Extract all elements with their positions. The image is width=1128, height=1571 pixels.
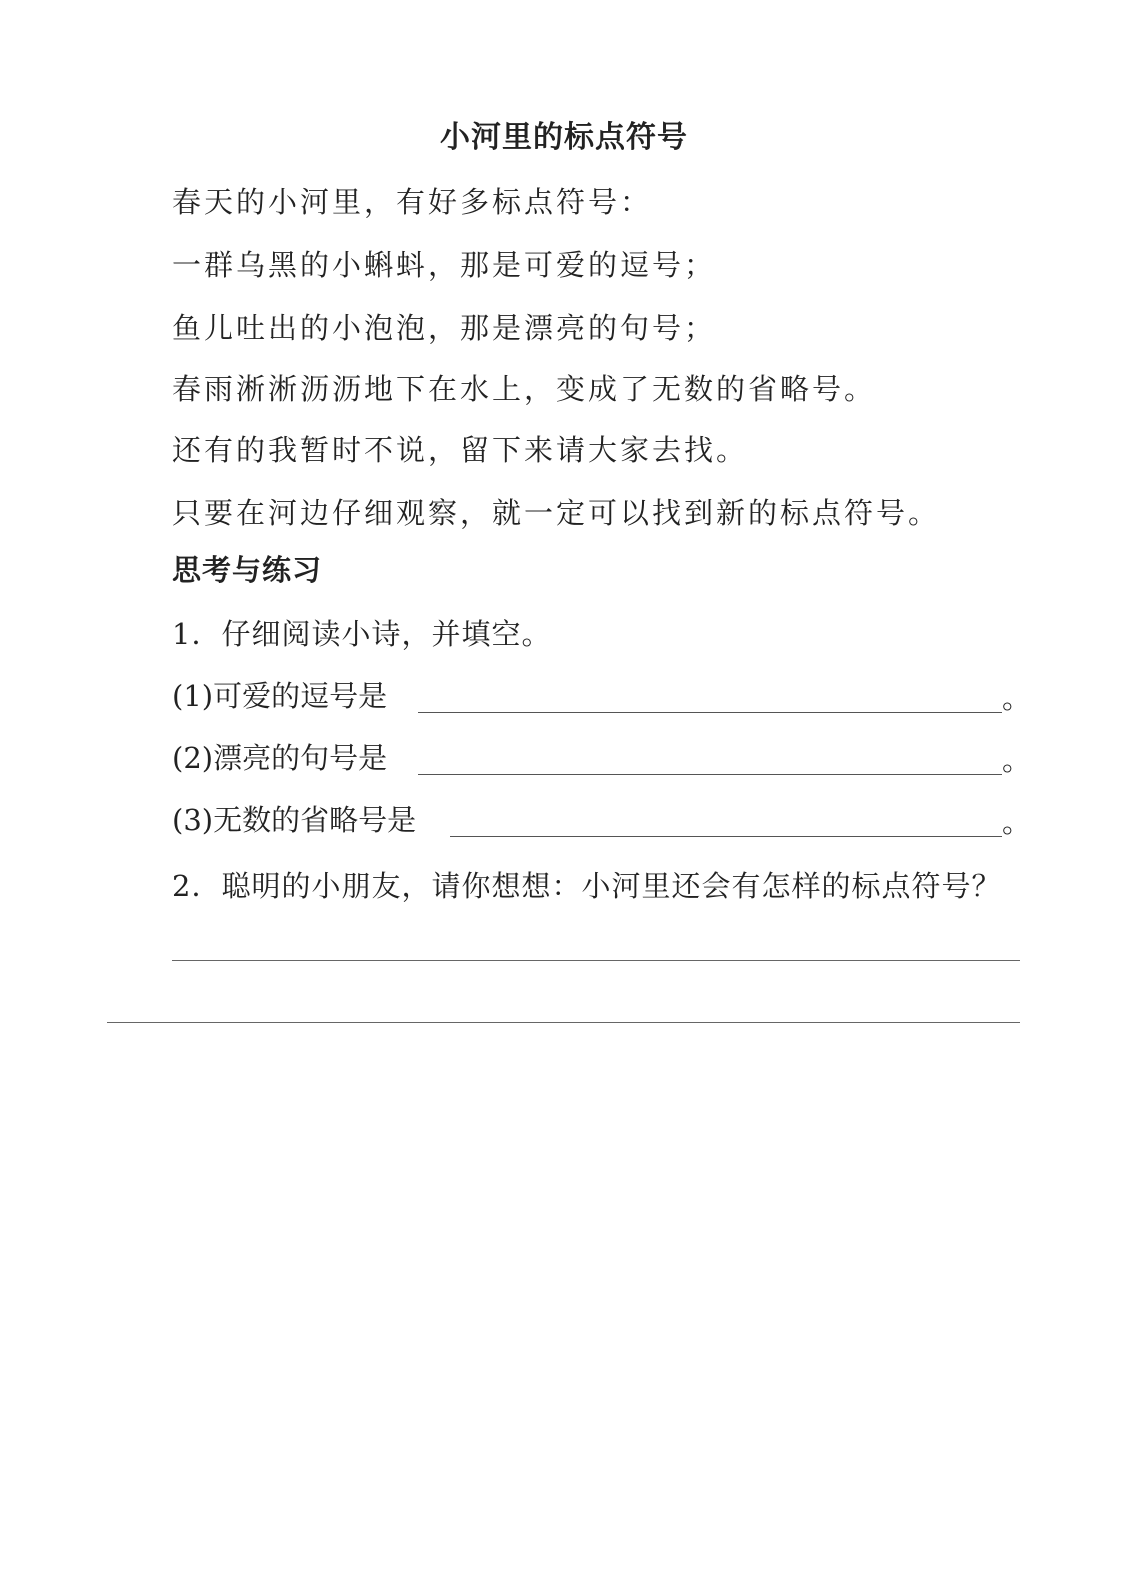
page-title: 小河里的标点符号 (440, 120, 688, 155)
fill-blank-1 (172, 674, 1032, 718)
poem-line-2: 一群乌黑的小蝌蚪，那是可爱的逗号； (172, 248, 717, 282)
poem-line-1: 春天的小河里，有好多标点符号： (172, 185, 653, 219)
question-2-prompt: 2．聪明的小朋友，请你想想：小河里还会有怎样的标点符号？ (172, 869, 1002, 903)
fill-blank-2-label: (2)漂亮的句号是 (172, 741, 388, 775)
poem-line-3: 鱼儿吐出的小泡泡，那是漂亮的句号； (172, 311, 717, 345)
fill-blank-3-line[interactable] (450, 836, 1002, 837)
poem-line-6: 只要在河边仔细观察，就一定可以找到新的标点符号。 (172, 496, 941, 530)
fill-blank-2-line[interactable] (418, 774, 1002, 775)
fill-blank-1-line[interactable] (418, 712, 1002, 713)
bottom-divider (107, 1022, 1020, 1023)
fill-blank-3-period: 。 (1002, 805, 1032, 839)
fill-blank-3-label: (3)无数的省略号是 (172, 803, 417, 837)
question-1-prompt: 1．仔细阅读小诗，并填空。 (172, 617, 552, 651)
fill-blank-1-period: 。 (1002, 681, 1032, 715)
fill-blank-3 (172, 798, 1032, 842)
fill-blank-2 (172, 736, 1032, 780)
poem-line-4: 春雨淅淅沥沥地下在水上，变成了无数的省略号。 (172, 372, 877, 406)
exercise-heading: 思考与练习 (172, 553, 323, 587)
poem-line-5: 还有的我暂时不说，留下来请大家去找。 (172, 433, 749, 467)
answer-line[interactable] (172, 960, 1020, 961)
fill-blank-1-label: (1)可爱的逗号是 (172, 679, 388, 713)
fill-blank-2-period: 。 (1002, 743, 1032, 777)
